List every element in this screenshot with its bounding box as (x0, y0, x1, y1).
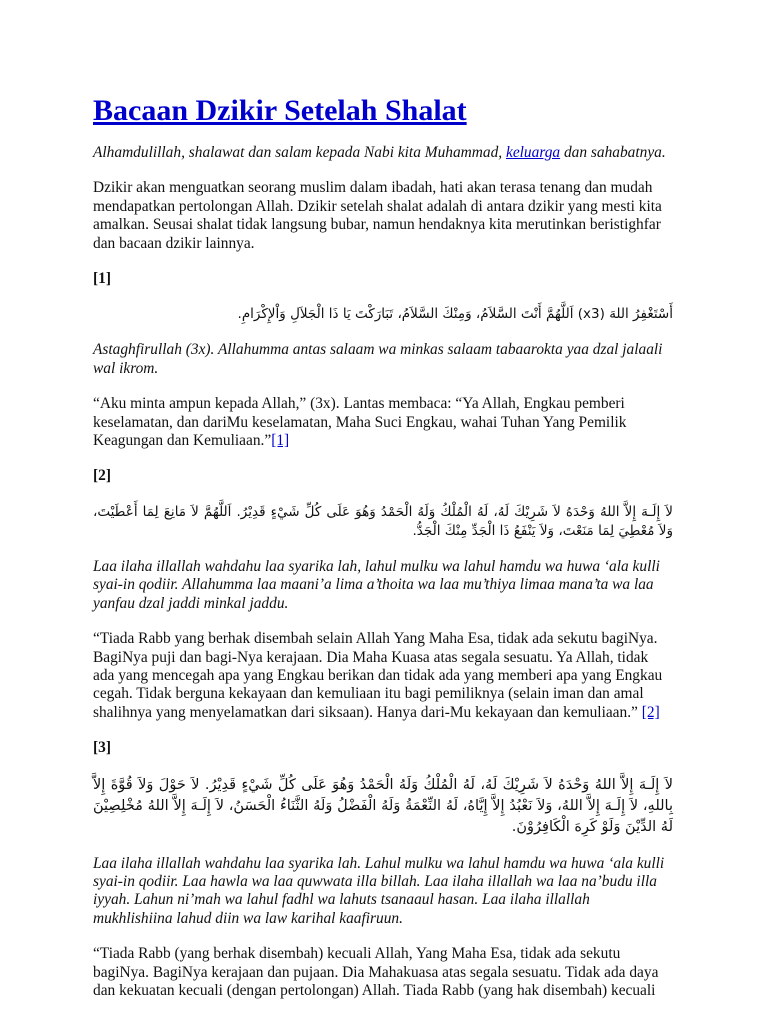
footnote-link[interactable]: [2] (641, 703, 660, 721)
keluarga-link[interactable]: keluarga (505, 144, 561, 161)
footnote-link[interactable]: [1] (271, 432, 290, 450)
translation (93, 395, 673, 450)
arabic-text: لاَ إِلَـهَ إِلاَّ اللهُ وَحْدَهُ لاَ شَرِيْكَ لَهُ، لَهُ الْمُلْكُ وَلَهُ الْحَمْدُ وَهُوَ عَلَى كُلِّ شَيْءٍ قَدِيْرُ. اَللَّهُمَّ لاَ مَانِعَ لِمَا أَعْطَيْتَ، وَلاَ مُعْطِيَ لِمَا مَنَعْتَ، وَلاَ يَنْفَعُ ذَا الْجَدِّ مِنْكَ الْجَدُّ. (93, 503, 673, 539)
body-paragraph: Dzikir akan menguatkan seorang muslim dalam ibadah, hati akan terasa tenang dan mudah mendapatkan pertolongan Allah. Dzikir setelah shalat adalah di antara dzikir yang mesti kita amalkan. Seusai shalat tidak langsung bubar, namun hendaknya kita merutinkan beristighfar dan bacaan dzikir lainnya. (93, 179, 662, 252)
translation-text: “Aku minta ampun kepada Allah,” (3x). Lantas membaca: “Ya Allah, Engkau pemberi keselamatan, dan dariMu keselamatan, Maha Suci Engkau, wahai Tuhan Yang Pemilik Keagungan dan Kemuliaan.” (93, 395, 627, 450)
translation: “Tiada Rabb (yang berhak disembah) kecuali Allah, Yang Maha Esa, tidak ada sekutu bagiNya. BagiNya kerajaan dan pujaan. Dia Mahakuasa atas segala sesuatu. Tidak ada daya dan kekuatan kecuali (dengan pertolongan) Allah. Tiada Rabb (yang hak disembah) kecuali (93, 945, 659, 999)
section-number: [2] (93, 467, 111, 485)
transliteration: Astaghfirullah (3x). Allahumma antas salaam wa minkas salaam tabaarokta yaa dzal jalaali wal ikrom. (93, 341, 663, 377)
section-number: [3] (93, 739, 111, 757)
transliteration: Laa ilaha illallah wahdahu laa syarika lah. Lahul mulku wa lahul hamdu wa huwa ‘ala kulli syai-in qodiir. Laa hawla wa laa quwwata illa billah. Laa ilaha illallah wa laa na’budu illa iyyah. Lahun ni’mah wa lahul fadhl wa lahuts tsanaaul hasan. Laa ilaha illallah mukhlishiina lahud diin wa law karihal kaafiruun. (93, 854, 665, 927)
translation-text: “Tiada Rabb yang berhak disembah selain Allah Yang Maha Esa, tidak ada sekutu bagiNya. BagiNya puji dan bagi-Nya kerajaan. Dia Maha Kuasa atas segala sesuatu. Ya Allah, tidak ada yang mencegah apa yang Engkau berikan dan tidak ada yang memberi apa yang Engkau cegah. Tidak berguna kekayaan dan kemuliaan itu bagi pemiliknya (selain iman dan amal shalihnya yang menyelamatkan dari siksaan). Hanya dari-Mu kekayaan dan kemuliaan.” (93, 630, 663, 721)
transliteration: Laa ilaha illallah wahdahu laa syarika lah, lahul mulku wa lahul hamdu wa huwa ‘ala kulli syai-in qodiir. Allahumma laa maani’a lima a’thoita wa laa mu’thiya limaa mana’ta wa laa yanfau dzal jaddi minkal jaddu. (93, 557, 660, 612)
intro-text-before: Alhamdulillah, shalawat dan salam kepada Nabi kita Muhammad, (93, 144, 506, 161)
title-link[interactable]: Bacaan Dzikir Setelah Shalat (93, 94, 467, 127)
intro-text-after: dan sahabatnya. (560, 144, 666, 161)
translation (93, 630, 673, 722)
page-title (93, 92, 673, 130)
article (93, 92, 673, 1017)
arabic-text: أَسْتَغْفِرُ اللهَ (x3) اَللَّهُمَّ أَنْتَ السَّلاَمُ، وَمِنْكَ السَّلاَمُ، تَبَارَكْتَ يَا ذَا الْجَلاَلِ وَاْلإِكْرَامِ. (237, 306, 673, 323)
arabic-text: لاَ إِلَـهَ إِلاَّ اللهُ وَحْدَهُ لاَ شَرِيْكَ لَهُ، لَهُ الْمُلْكُ وَلَهُ الْحَمْدُ وَهُوَ عَلَى كُلِّ شَيْءٍ قَدِيْرُ. لاَ حَوْلَ وَلاَ قُوَّةَ إِلاَّ بِاللهِ، لاَ إِلَـهَ إِلاَّ اللهُ، وَلاَ نَعْبُدُ إِلاَّ إِيَّاهُ، لَهُ النِّعْمَةُ وَلَهُ الْفَضْلُ وَلَهُ الثَّنَاءُ الْحَسَنُ، لاَ إِلَـهَ إِلاَّ اللهُ مُخْلِصِيْنَ لَهُ الدِّيْنَ وَلَوْ كَرِهَ الْكَافِرُوْنَ. (93, 776, 673, 835)
section-number: [1] (93, 270, 111, 288)
intro-paragraph (93, 144, 673, 162)
